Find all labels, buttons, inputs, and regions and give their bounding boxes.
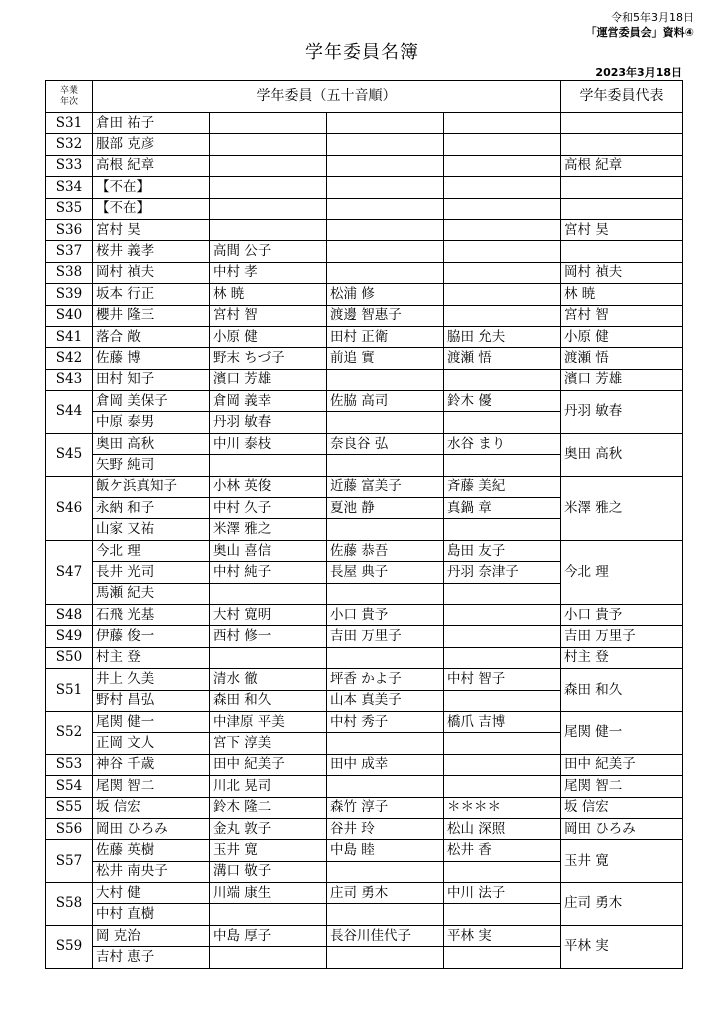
member-name-cell: 【不在】 [93, 177, 210, 198]
graduation-year-cell: S52 [46, 711, 93, 754]
member-name-cell: 尾関 智二 [93, 776, 210, 797]
reference-date: 令和5年3月18日 [611, 11, 694, 24]
member-name-cell [327, 219, 444, 240]
member-name-cell: 前追 實 [327, 348, 444, 369]
member-name-cell: 中村 秀子 [327, 711, 444, 732]
member-name-cell [327, 904, 444, 925]
table-row [46, 476, 683, 497]
table-row [46, 797, 683, 818]
representative-cell: 尾関 智二 [561, 776, 683, 797]
representative-cell: 田中 紀美子 [561, 754, 683, 775]
graduation-year-cell: S45 [46, 433, 93, 476]
member-name-cell: 川北 晃司 [210, 776, 327, 797]
graduation-year-cell: S34 [46, 177, 93, 198]
member-name-cell [327, 241, 444, 262]
reference-label: 「運営委員会」資料④ [585, 26, 694, 39]
graduation-year-cell: S37 [46, 241, 93, 262]
member-name-cell: 永納 和子 [93, 498, 210, 519]
graduation-year-cell: S47 [46, 540, 93, 604]
member-name-cell [444, 219, 561, 240]
member-name-cell: 野村 昌弘 [93, 690, 210, 711]
member-name-cell: 小口 貴予 [327, 604, 444, 625]
member-name-cell [444, 861, 561, 882]
member-name-cell: 服部 克彦 [93, 134, 210, 155]
table-row [46, 925, 683, 946]
representative-cell: 濱口 芳雄 [561, 369, 683, 390]
member-name-cell: 長井 光司 [93, 562, 210, 583]
member-name-cell: 金丸 敦子 [210, 818, 327, 839]
member-name-cell [327, 113, 444, 134]
member-name-cell: 正岡 文人 [93, 733, 210, 754]
representative-cell: 平林 実 [561, 925, 683, 968]
member-name-cell: 斉藤 美紀 [444, 476, 561, 497]
member-name-cell [444, 519, 561, 540]
representative-cell: 奥田 高秋 [561, 433, 683, 476]
table-row [46, 626, 683, 647]
member-name-cell [210, 219, 327, 240]
representative-cell [561, 113, 683, 134]
page-title: 学年委員名簿 [305, 42, 419, 63]
graduation-year-cell: S44 [46, 391, 93, 434]
member-name-cell: ＊＊＊＊ [444, 797, 561, 818]
member-name-cell: 今北 理 [93, 540, 210, 561]
member-name-cell: 倉岡 義幸 [210, 391, 327, 412]
graduation-year-cell: S41 [46, 326, 93, 347]
member-name-cell: 岡田 ひろみ [93, 818, 210, 839]
member-name-cell: 坪香 かよ子 [327, 669, 444, 690]
member-name-cell [444, 284, 561, 305]
member-name-cell [444, 412, 561, 433]
table-row [46, 818, 683, 839]
graduation-year-cell: S38 [46, 262, 93, 283]
member-name-cell [210, 947, 327, 968]
member-name-cell [444, 134, 561, 155]
member-name-cell: 玉井 寛 [210, 840, 327, 861]
member-name-cell [327, 519, 444, 540]
member-name-cell: 野末 ちづ子 [210, 348, 327, 369]
graduation-year-cell: S55 [46, 797, 93, 818]
member-name-cell: 中村 純子 [210, 562, 327, 583]
member-name-cell: 宮下 淳美 [210, 733, 327, 754]
representative-cell: 尾関 健一 [561, 711, 683, 754]
table-row [46, 262, 683, 283]
header-graduation-line1: 卒業 [59, 85, 78, 96]
member-name-cell [210, 155, 327, 176]
member-name-cell: 倉岡 美保子 [93, 391, 210, 412]
member-name-cell [444, 776, 561, 797]
member-name-cell: 溝口 敬子 [210, 861, 327, 882]
table-row [46, 326, 683, 347]
member-name-cell: 桜井 義孝 [93, 241, 210, 262]
member-name-cell: 高間 公子 [210, 241, 327, 262]
member-name-cell: 田中 成幸 [327, 754, 444, 775]
member-name-cell: 櫻井 隆三 [93, 305, 210, 326]
document-date: 2023年3月18日 [595, 66, 682, 79]
representative-cell: 丹羽 敏春 [561, 391, 683, 434]
representative-cell: 宮村 昊 [561, 219, 683, 240]
graduation-year-cell: S51 [46, 669, 93, 712]
member-name-cell [444, 583, 561, 604]
table-row [46, 754, 683, 775]
member-name-cell: 中村 智子 [444, 669, 561, 690]
member-name-cell [327, 861, 444, 882]
member-name-cell: 近藤 富美子 [327, 476, 444, 497]
member-name-cell: 倉田 祐子 [93, 113, 210, 134]
member-name-cell [210, 647, 327, 668]
member-name-cell: 尾関 健一 [93, 711, 210, 732]
representative-cell: 林 暁 [561, 284, 683, 305]
representative-cell [561, 241, 683, 262]
representative-cell: 今北 理 [561, 540, 683, 604]
graduation-year-cell: S31 [46, 113, 93, 134]
member-name-cell: 小原 健 [210, 326, 327, 347]
roster-body [46, 113, 683, 969]
table-row [46, 369, 683, 390]
table-row [46, 840, 683, 861]
member-name-cell: 田村 正衛 [327, 326, 444, 347]
graduation-year-cell: S59 [46, 925, 93, 968]
member-name-cell: 中島 厚子 [210, 925, 327, 946]
member-name-cell: 中川 泰枝 [210, 433, 327, 454]
member-name-cell: 宮村 昊 [93, 219, 210, 240]
graduation-year-cell: S33 [46, 155, 93, 176]
committee-roster-table [45, 80, 683, 969]
member-name-cell: 村主 登 [93, 647, 210, 668]
member-name-cell [210, 134, 327, 155]
member-name-cell: 鈴木 隆二 [210, 797, 327, 818]
graduation-year-cell: S57 [46, 840, 93, 883]
member-name-cell: 松井 南央子 [93, 861, 210, 882]
representative-cell [561, 198, 683, 219]
table-row [46, 540, 683, 561]
member-name-cell [210, 455, 327, 476]
member-name-cell: 中川 法子 [444, 883, 561, 904]
member-name-cell: 夏池 静 [327, 498, 444, 519]
member-name-cell: 鈴木 優 [444, 391, 561, 412]
member-name-cell: 坂 信宏 [93, 797, 210, 818]
member-name-cell: 川端 康生 [210, 883, 327, 904]
member-name-cell [444, 604, 561, 625]
member-name-cell [444, 305, 561, 326]
member-name-cell: 渡瀬 悟 [444, 348, 561, 369]
representative-cell: 岡村 禎夫 [561, 262, 683, 283]
header-representative: 学年委員代表 [561, 81, 683, 113]
member-name-cell [327, 198, 444, 219]
member-name-cell [210, 583, 327, 604]
member-name-cell [327, 262, 444, 283]
member-name-cell [444, 754, 561, 775]
member-name-cell: 林 暁 [210, 284, 327, 305]
representative-cell: 米澤 雅之 [561, 476, 683, 540]
member-name-cell: 庄司 勇木 [327, 883, 444, 904]
graduation-year-cell: S42 [46, 348, 93, 369]
member-name-cell: 中村 直樹 [93, 904, 210, 925]
table-row [46, 647, 683, 668]
member-name-cell: 清水 徹 [210, 669, 327, 690]
table-row [46, 113, 683, 134]
member-name-cell [327, 455, 444, 476]
member-name-cell: 宮村 智 [210, 305, 327, 326]
member-name-cell [444, 155, 561, 176]
member-name-cell: 矢野 純司 [93, 455, 210, 476]
member-name-cell: 神谷 千歳 [93, 754, 210, 775]
member-name-cell: 濱口 芳雄 [210, 369, 327, 390]
member-name-cell: 山家 又祐 [93, 519, 210, 540]
member-name-cell: 奥田 高秋 [93, 433, 210, 454]
member-name-cell: 西村 修一 [210, 626, 327, 647]
member-name-cell [444, 626, 561, 647]
graduation-year-cell: S49 [46, 626, 93, 647]
member-name-cell: 大村 健 [93, 883, 210, 904]
member-name-cell: 奥山 喜信 [210, 540, 327, 561]
member-name-cell [444, 113, 561, 134]
member-name-cell: 岡村 禎夫 [93, 262, 210, 283]
member-name-cell: 森田 和久 [210, 690, 327, 711]
member-name-cell [444, 904, 561, 925]
member-name-cell: 佐藤 恭吾 [327, 540, 444, 561]
document-reference [586, 10, 694, 40]
member-name-cell [327, 647, 444, 668]
member-name-cell [210, 177, 327, 198]
member-name-cell: 伊藤 俊一 [93, 626, 210, 647]
representative-cell: 玉井 寛 [561, 840, 683, 883]
member-name-cell [210, 113, 327, 134]
member-name-cell: 【不在】 [93, 198, 210, 219]
member-name-cell [444, 647, 561, 668]
member-name-cell: 坂本 行正 [93, 284, 210, 305]
member-name-cell [444, 177, 561, 198]
table-row [46, 219, 683, 240]
member-name-cell: 吉村 恵子 [93, 947, 210, 968]
member-name-cell: 長屋 典子 [327, 562, 444, 583]
member-name-cell [444, 455, 561, 476]
table-row [46, 348, 683, 369]
table-row [46, 883, 683, 904]
member-name-cell: 落合 敞 [93, 326, 210, 347]
member-name-cell: 石飛 光基 [93, 604, 210, 625]
graduation-year-cell: S50 [46, 647, 93, 668]
member-name-cell: 岡 克治 [93, 925, 210, 946]
graduation-year-cell: S40 [46, 305, 93, 326]
member-name-cell: 水谷 まり [444, 433, 561, 454]
member-name-cell [327, 776, 444, 797]
graduation-year-cell: S39 [46, 284, 93, 305]
member-name-cell: 真鍋 章 [444, 498, 561, 519]
graduation-year-cell: S54 [46, 776, 93, 797]
member-name-cell: 奈良谷 弘 [327, 433, 444, 454]
member-name-cell: 馬瀬 紀夫 [93, 583, 210, 604]
header-graduation-year [46, 81, 93, 113]
table-row [46, 391, 683, 412]
table-row [46, 305, 683, 326]
table-row [46, 241, 683, 262]
member-name-cell: 中原 泰男 [93, 412, 210, 433]
representative-cell: 渡瀬 悟 [561, 348, 683, 369]
member-name-cell [444, 262, 561, 283]
member-name-cell: 中村 久子 [210, 498, 327, 519]
header-members: 学年委員（五十音順） [93, 81, 561, 113]
member-name-cell [210, 904, 327, 925]
member-name-cell: 橋爪 吉博 [444, 711, 561, 732]
representative-cell: 小原 健 [561, 326, 683, 347]
member-name-cell [444, 198, 561, 219]
member-name-cell [444, 690, 561, 711]
member-name-cell: 丹羽 奈津子 [444, 562, 561, 583]
header-graduation-line2: 年次 [59, 96, 78, 107]
member-name-cell [327, 412, 444, 433]
member-name-cell [444, 733, 561, 754]
representative-cell [561, 134, 683, 155]
member-name-cell: 長谷川佳代子 [327, 925, 444, 946]
member-name-cell [327, 583, 444, 604]
member-name-cell [327, 369, 444, 390]
representative-cell: 村主 登 [561, 647, 683, 668]
member-name-cell: 島田 友子 [444, 540, 561, 561]
member-name-cell: 中津原 平美 [210, 711, 327, 732]
member-name-cell: 山本 真美子 [327, 690, 444, 711]
table-row [46, 776, 683, 797]
member-name-cell: 井上 久美 [93, 669, 210, 690]
graduation-year-cell: S36 [46, 219, 93, 240]
table-row [46, 284, 683, 305]
member-name-cell: 大村 寛明 [210, 604, 327, 625]
member-name-cell [444, 241, 561, 262]
member-name-cell: 佐藤 英樹 [93, 840, 210, 861]
table-row [46, 604, 683, 625]
representative-cell: 宮村 智 [561, 305, 683, 326]
member-name-cell: 佐脇 高司 [327, 391, 444, 412]
member-name-cell [327, 733, 444, 754]
graduation-year-cell: S35 [46, 198, 93, 219]
table-row [46, 198, 683, 219]
graduation-year-cell: S43 [46, 369, 93, 390]
member-name-cell: 中村 孝 [210, 262, 327, 283]
member-name-cell: 松浦 修 [327, 284, 444, 305]
member-name-cell [444, 947, 561, 968]
member-name-cell: 松井 香 [444, 840, 561, 861]
member-name-cell: 小林 英俊 [210, 476, 327, 497]
member-name-cell: 吉田 万里子 [327, 626, 444, 647]
representative-cell: 高根 紀章 [561, 155, 683, 176]
representative-cell: 吉田 万里子 [561, 626, 683, 647]
table-row [46, 711, 683, 732]
member-name-cell [327, 177, 444, 198]
representative-cell: 小口 貴予 [561, 604, 683, 625]
member-name-cell: 飯ケ浜真知子 [93, 476, 210, 497]
member-name-cell [327, 947, 444, 968]
member-name-cell: 丹羽 敏春 [210, 412, 327, 433]
member-name-cell: 渡邊 智惠子 [327, 305, 444, 326]
graduation-year-cell: S46 [46, 476, 93, 540]
member-name-cell: 松山 深照 [444, 818, 561, 839]
member-name-cell: 高根 紀章 [93, 155, 210, 176]
member-name-cell: 米澤 雅之 [210, 519, 327, 540]
representative-cell [561, 177, 683, 198]
member-name-cell: 平林 実 [444, 925, 561, 946]
graduation-year-cell: S32 [46, 134, 93, 155]
graduation-year-cell: S58 [46, 883, 93, 926]
member-name-cell [444, 369, 561, 390]
member-name-cell [210, 198, 327, 219]
representative-cell: 岡田 ひろみ [561, 818, 683, 839]
table-row [46, 669, 683, 690]
table-row [46, 155, 683, 176]
table-row [46, 177, 683, 198]
representative-cell: 森田 和久 [561, 669, 683, 712]
member-name-cell: 谷井 玲 [327, 818, 444, 839]
member-name-cell: 脇田 允夫 [444, 326, 561, 347]
representative-cell: 庄司 勇木 [561, 883, 683, 926]
member-name-cell: 田村 知子 [93, 369, 210, 390]
graduation-year-cell: S48 [46, 604, 93, 625]
graduation-year-cell: S56 [46, 818, 93, 839]
member-name-cell: 佐藤 博 [93, 348, 210, 369]
member-name-cell [327, 155, 444, 176]
representative-cell: 坂 信宏 [561, 797, 683, 818]
member-name-cell [327, 134, 444, 155]
member-name-cell: 中島 睦 [327, 840, 444, 861]
graduation-year-cell: S53 [46, 754, 93, 775]
table-header-row [46, 81, 683, 113]
table-row [46, 433, 683, 454]
member-name-cell: 森竹 淳子 [327, 797, 444, 818]
table-row [46, 134, 683, 155]
member-name-cell: 田中 紀美子 [210, 754, 327, 775]
